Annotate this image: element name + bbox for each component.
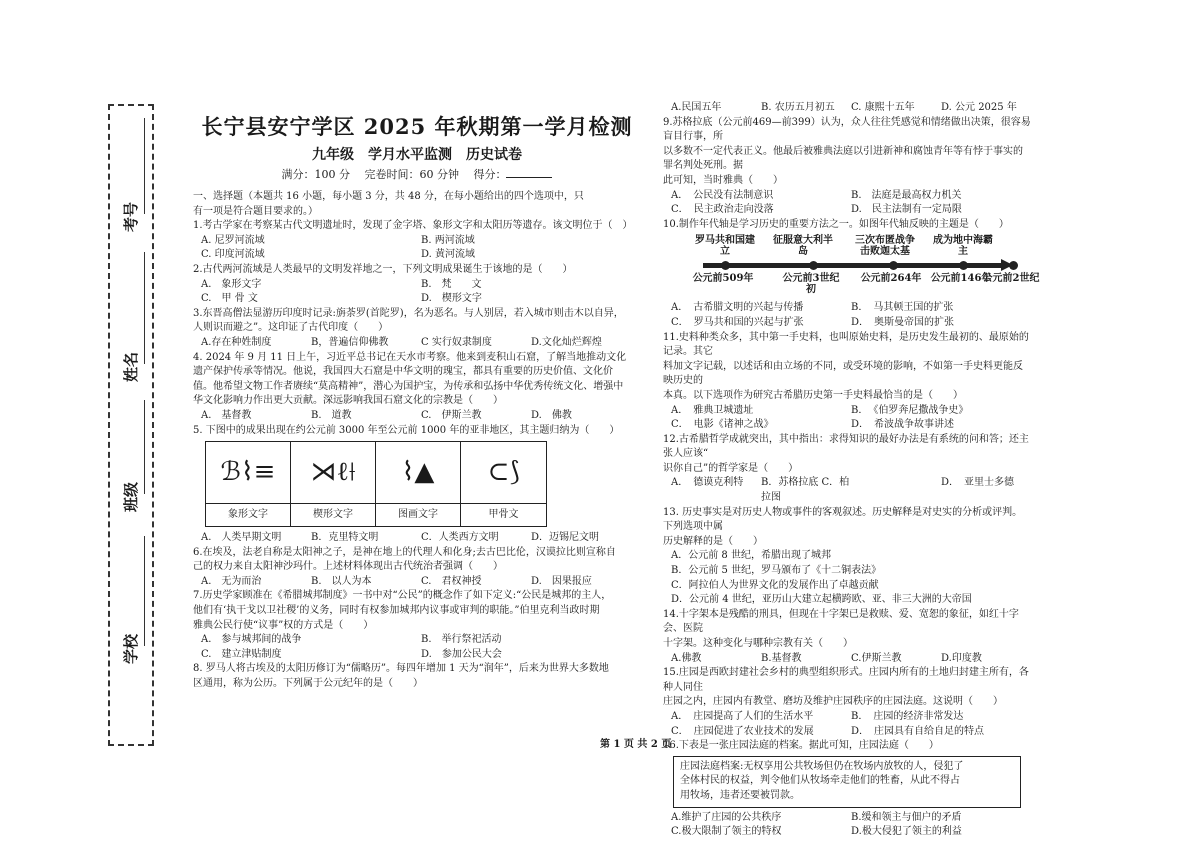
- timeline-dot: [1009, 261, 1018, 270]
- answer-option[interactable]: B.缓和领主与佃户的矛盾: [851, 811, 962, 823]
- question-stem: 己的权力来自太阳神沙玛什。上述材料体现出古代统治者强调（ ）: [193, 561, 503, 573]
- question: [663, 506, 1031, 608]
- answer-option[interactable]: B．克里特文明: [311, 532, 379, 544]
- question: [663, 433, 1031, 506]
- question-stem: 区通用，称为公历。下列属于公元纪年的是（ ）: [193, 678, 423, 690]
- question-stem: 人则识而避之”。这印证了古代印度（ ）: [193, 322, 389, 334]
- script-image-cell: [291, 442, 376, 526]
- question-stem: 15.庄园是西欧封建社会乡村的典型组织形式。庄园内所有的土地归封建主所有，各种人同住: [663, 667, 1029, 693]
- question: [663, 739, 1031, 840]
- question-stem: 本真。以下选项作为研究古希腊历史第一手史料最恰当的是（ ）: [663, 389, 963, 401]
- answer-option[interactable]: B． 《伯罗奔尼撒战争史》: [851, 404, 969, 416]
- answer-option[interactable]: D. 民主法制有一定局限: [851, 204, 962, 216]
- answer-option[interactable]: A.存在种姓制度: [201, 336, 272, 348]
- answer-option[interactable]: D. 黄河流域: [421, 249, 476, 261]
- answer-option[interactable]: D. 楔形文字: [421, 293, 482, 305]
- answer-option[interactable]: B. 道教: [311, 409, 352, 421]
- timeline-dot: [809, 261, 818, 270]
- answer-option[interactable]: D． 希波战争故事讲述: [851, 419, 955, 431]
- question-stem: 6.在埃及，法老自称是太阳神之子，是神在地上的代理人和化身;去古巴比伦，汉谟拉比则宣称自: [193, 546, 616, 558]
- question: [193, 351, 641, 424]
- answer-option[interactable]: A. 无为而治: [201, 575, 262, 587]
- answer-option[interactable]: D.极大侵犯了领主的利益: [851, 826, 962, 838]
- option-list: [663, 189, 1031, 218]
- timeline-date-label: 公元前146年: [930, 273, 992, 285]
- question-stem: 以多数不一定代表正义。他最后被雅典法庭以引进新神和腐蚀青年等有悖于事实的罪名判处死刑。据: [663, 145, 1023, 172]
- answer-option[interactable]: A． 古希腊文明的兴起与传播: [671, 302, 804, 314]
- timeline-dot: [889, 261, 898, 270]
- exam-info: [193, 166, 641, 184]
- timeline-event-label: 征服意大利半岛: [773, 235, 833, 258]
- timeline-event-label: 罗马共和国建立: [695, 235, 755, 258]
- option-list: [193, 409, 641, 424]
- score-blank[interactable]: [506, 177, 552, 178]
- answer-option[interactable]: A．公元前 8 世纪，希腊出现了城邦: [671, 550, 831, 562]
- option-list: [663, 476, 1031, 505]
- option-list: [663, 710, 1031, 739]
- record-line: 庄园法庭档案:无权享用公共牧场但仍在牧场内放牧的人，侵犯了: [680, 760, 964, 772]
- binding-line: [144, 400, 145, 494]
- binding-label-school: 学校: [122, 633, 140, 664]
- answer-option[interactable]: A． 庄园提高了人们的生活水平: [671, 710, 814, 722]
- question: [663, 666, 1031, 739]
- option-list: [193, 633, 641, 662]
- timeline-event-label: 成为地中海霸主: [933, 235, 993, 258]
- question: [193, 662, 641, 691]
- option-list: [663, 404, 1031, 433]
- answer-option[interactable]: D. 因果报应: [531, 575, 592, 587]
- answer-option[interactable]: D. 公元 2025 年: [941, 102, 1017, 113]
- exam-info-text: 满分：100 分 完卷时间：60 分钟 得分：: [281, 168, 507, 181]
- answer-option[interactable]: D.文化灿烂辉煌: [531, 336, 602, 348]
- answer-option[interactable]: B. 举行祭祀活动: [421, 634, 502, 646]
- answer-option[interactable]: A. 尼罗河流域: [201, 234, 265, 246]
- right-column: [663, 101, 1040, 840]
- question: [193, 424, 641, 546]
- record-line: 全体村民的权益，判令他们从牧场牵走他们的牲畜，从此不得占: [680, 775, 960, 787]
- answer-option[interactable]: A. 人类早期文明: [201, 532, 282, 544]
- record-line: 用牧场，违者还要被罚款。: [680, 789, 800, 801]
- question: [193, 219, 641, 263]
- script-image-cell: [376, 442, 461, 526]
- answer-option[interactable]: D．公元前 4 世纪，亚历山大建立起横跨欧、亚、非三大洲的大帝国: [671, 594, 972, 606]
- answer-option[interactable]: A． 德谟克利特: [671, 477, 744, 489]
- answer-option[interactable]: C. 甲 骨 文: [201, 293, 258, 305]
- question-stem: 16.下表是一张庄园法庭的档案。据此可知，庄园法庭（ ）: [663, 740, 939, 752]
- exam-subtitle: 九年级 学月水平监测 历史试卷: [312, 147, 522, 163]
- question-stem: 14.十字架本是残酷的刑具，但现在十字架已是救赎、爱、宽恕的象征，如红十字会、医院: [663, 608, 1019, 635]
- q8-options: [663, 101, 1031, 116]
- answer-option[interactable]: D． 庄园具有自给自足的特点: [851, 725, 985, 737]
- manor-court-record-box: [673, 756, 1021, 808]
- timeline-date-label: 公元前2世纪: [982, 273, 1040, 285]
- script-glyph-icon: ℬ⌇≡: [220, 457, 276, 488]
- question-stem: 5. 下图中的成果出现在约公元前 3000 年至公元前 1000 年的亚非地区，其主题归纳为（ ）: [193, 424, 620, 436]
- question-stem: 庄园之内，庄园内有教堂、磨坊及维护庄园秩序的庄园法庭。这说明（ ）: [663, 696, 1003, 708]
- answer-option[interactable]: B. 法庭是最高权力机关: [851, 189, 962, 201]
- script-image-cell: [461, 442, 546, 526]
- question-stem: 13. 历史事实是对历史人物或事件的客观叙述。历史解释是对史实的分析或评判。下列选项中属: [663, 506, 1023, 533]
- question: [193, 546, 641, 590]
- answer-option[interactable]: C． 电影《诸神之战》: [671, 419, 774, 431]
- option-list: [663, 811, 1031, 840]
- answer-option[interactable]: A. 参与城邦间的战争: [201, 634, 302, 646]
- question-stem: 11.史料种类众多，其中第一手史料，也叫原始史料，是历史发生最初的、最原始的记录。其它: [663, 331, 1029, 358]
- option-list: [193, 234, 641, 263]
- question: [663, 218, 1040, 331]
- script-glyph-icon: ⊂⟆: [487, 457, 520, 488]
- answer-option[interactable]: A.民国五年: [671, 102, 722, 113]
- answer-option[interactable]: C． 庄园促进了农业技术的发展: [671, 725, 814, 737]
- answer-option[interactable]: D. 参加公民大会: [421, 648, 502, 660]
- answer-option[interactable]: B. 梵 文: [421, 278, 482, 290]
- question-stem: 12.古希腊哲学成就突出，其中指出：求得知识的最好办法是有系统的问和答；还主张人应该“: [663, 433, 1029, 460]
- binding-line: [144, 118, 145, 214]
- question-stem: 雅典公民行使“议事”权的方式是（ ）: [193, 619, 374, 631]
- option-list: [193, 575, 641, 590]
- question-stem: 值。他希望文物工作者赓续“莫高精神”，潜心为国护宝，为传承和弘扬中华优秀传统文化、增强中: [193, 380, 624, 392]
- question-stem: 识你自己”的哲学家是（ ）: [663, 462, 799, 474]
- answer-option[interactable]: C.伊斯兰教: [851, 652, 902, 664]
- binding-label-exam-number: 考号: [122, 201, 140, 232]
- timeline-date-label: 公元前509年: [692, 273, 754, 285]
- right-questions: [663, 116, 1040, 840]
- answer-option[interactable]: B. 以人为本: [311, 575, 372, 587]
- answer-option[interactable]: B． 庄园的经济非常发达: [851, 710, 964, 722]
- option-list: [193, 336, 641, 351]
- timeline-chart: [663, 235, 1040, 297]
- answer-option[interactable]: A. 基督教: [201, 409, 252, 421]
- option-list: [193, 531, 641, 546]
- question-stem: 3.东晋高僧法显游历印度时记录:旃荼罗(首陀罗)，名为恶名。与人别居，若入城市则击木以自异，: [193, 307, 624, 319]
- exam-title: 长宁县安宁学区 2025 年秋期第一学月检测: [201, 114, 633, 139]
- left-column: [193, 112, 641, 692]
- answer-option[interactable]: C．阿拉伯人为世界文化的发展作出了卓越贡献: [671, 579, 879, 591]
- binding-line: [144, 536, 145, 646]
- question: [193, 307, 641, 351]
- question: [193, 589, 641, 662]
- option-list: [193, 278, 641, 307]
- option-list: [663, 652, 1031, 667]
- answer-option[interactable]: B．苏格拉底 C．柏拉图: [761, 477, 850, 504]
- question-stem: 9.苏格拉底（公元前469—前399）认为，众人往往凭感觉和情绪做出决策，很容易盲目行事，所: [663, 116, 1031, 143]
- script-glyph-icon: ⌇▲: [401, 457, 435, 488]
- timeline-date-label: 公元前264年: [860, 273, 922, 285]
- section-heading-2: 有一项是符合题目要求的。）: [193, 205, 318, 217]
- answer-option[interactable]: B，普遍信仰佛教: [311, 336, 389, 348]
- answer-option[interactable]: A． 雅典卫城遗址: [671, 404, 754, 416]
- answer-option[interactable]: D． 奥斯曼帝国的扩张: [851, 316, 955, 328]
- answer-option[interactable]: C． 民主政治走向没落: [671, 204, 774, 216]
- binding-label-class: 班级: [122, 481, 140, 512]
- question-stem: 2.古代两河流域是人类最早的文明发祥地之一，下列文明成果诞生于该地的是（ ）: [193, 263, 573, 275]
- timeline-axis: [703, 263, 1003, 268]
- answer-option[interactable]: A.维护了庄园的公共秩序: [671, 811, 782, 823]
- section-heading: 一、选择题（本题共 16 小题，每小题 3 分，共 48 分，在每小题给出的四个选项中，只: [193, 191, 584, 202]
- answer-option[interactable]: A.佛教: [671, 652, 702, 664]
- script-glyph-icon: ⋊ℓ⟊: [310, 457, 356, 488]
- answer-option[interactable]: D. 佛教: [531, 409, 572, 421]
- question-stem: 8. 罗马人将古埃及的太阳历修订为“儒略历”。每四年增加 1 天为“润年”，后来为世界大多数地: [193, 663, 609, 675]
- answer-option[interactable]: C 实行奴隶制度: [421, 336, 492, 348]
- question-stem: 十字架。这种变化与哪种宗教有关（ ）: [663, 638, 853, 649]
- script-image-caption: 甲骨文: [461, 503, 546, 526]
- question-stem: 1.考古学家在考察某古代文明遗址时，发现了金字塔、象形文字和太阳历等遗存。该文明位于（ ）: [193, 220, 633, 232]
- answer-option[interactable]: C．人类西方文明: [421, 532, 499, 544]
- option-list: [663, 301, 1031, 330]
- timeline-dot: [959, 261, 968, 270]
- question-stem: 料加文字记载，以述话和由立场的不同，或受环境的影响，不如第一手史料更能反映历史的: [663, 360, 1023, 387]
- answer-option[interactable]: D． 亚里士多德: [941, 477, 1015, 489]
- answer-option[interactable]: D.印度教: [941, 652, 982, 664]
- answer-option[interactable]: A． 公民没有法制意识: [671, 189, 774, 201]
- question: [663, 116, 1031, 218]
- script-image-caption: 图画文字: [376, 503, 460, 526]
- question: [663, 608, 1031, 666]
- script-image-caption: 楔形文字: [291, 503, 375, 526]
- answer-option[interactable]: D．迈锡尼文明: [531, 532, 600, 544]
- left-questions: [193, 219, 641, 691]
- answer-option[interactable]: [851, 476, 941, 505]
- answer-option[interactable]: B．公元前 5 世纪，罗马颁布了《十二铜表法》: [671, 565, 882, 577]
- question: [663, 331, 1031, 433]
- answer-option[interactable]: C. 康熙十五年: [851, 102, 915, 113]
- answer-option[interactable]: C． 罗马共和国的兴起与扩张: [671, 316, 804, 328]
- question-stem: 遗产保护传承等情况。他说，我国四大石窟是中华文明的瑰宝，都具有重要的历史价值、文化价: [193, 366, 613, 378]
- question-stem: 此可知，当时雅典（ ）: [663, 174, 783, 186]
- script-image-table: [205, 441, 547, 527]
- answer-option[interactable]: A. 象形文字: [201, 278, 262, 290]
- script-image-caption: 象形文字: [206, 503, 290, 526]
- answer-option[interactable]: C. 印度河流域: [201, 249, 265, 261]
- timeline-date-label: 公元前3世纪初: [782, 273, 840, 296]
- answer-option[interactable]: C. 伊斯兰教: [421, 409, 482, 421]
- question-stem: 7.历史学家顾准在《希腊城邦制度》一书中对“公民”的概念作了如下定义:“公民是城邦的主人，: [193, 590, 612, 602]
- question-stem: 历史解释的是（ ）: [663, 535, 763, 547]
- question-stem: 4. 2024 年 9 月 11 日上午，习近平总书记在天水市考察。他来到麦积山石窟，了解当地推动文化: [193, 351, 627, 363]
- binding-label-name: 姓名: [122, 351, 140, 382]
- timeline-dot: [721, 261, 730, 270]
- question-stem: 华文化影响力作出更大贡献。深远影响我国石窟文化的宗教是（ ）: [193, 395, 503, 407]
- answer-option[interactable]: C. 君权神授: [421, 575, 482, 587]
- option-list: [663, 549, 1031, 607]
- answer-option[interactable]: B. 农历五月初五: [761, 102, 835, 113]
- question: [193, 263, 641, 307]
- answer-option[interactable]: B.基督教: [761, 652, 802, 664]
- answer-option[interactable]: C.极大限制了领主的特权: [671, 826, 782, 838]
- script-image-cell: [206, 442, 291, 526]
- page-footer: 第 1 页 共 2 页: [600, 739, 672, 750]
- answer-option[interactable]: B. 两河流域: [421, 234, 475, 246]
- answer-option[interactable]: B． 马其顿王国的扩张: [851, 302, 954, 314]
- question-stem: 他们有‘执干戈以卫社稷’的义务，同时有权参加城邦内议事或审判的职能。”伯里克利当政时期: [193, 605, 600, 617]
- binding-line: [144, 252, 145, 364]
- question-stem: 10.制作年代轴是学习历史的重要方法之一。如图年代轴反映的主题是（ ）: [663, 218, 1009, 230]
- timeline-event-label: 三次布匿战争击败迦太基: [855, 235, 915, 258]
- answer-option[interactable]: C. 建立津贴制度: [201, 648, 282, 660]
